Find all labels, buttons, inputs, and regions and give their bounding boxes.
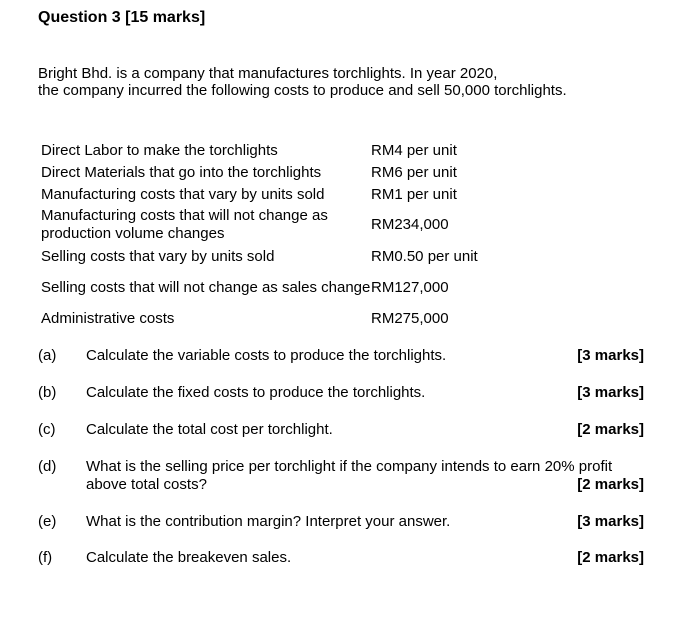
marks-label: [3 marks]: [577, 513, 644, 530]
cost-label: Manufacturing costs that vary by units sold: [41, 185, 325, 203]
sub-question-letter: (a): [38, 347, 57, 364]
marks-label: [3 marks]: [577, 384, 644, 401]
sub-question-a: [38, 347, 648, 384]
sub-question-line: Calculate the fixed costs to produce the torchlights.: [86, 384, 426, 401]
sub-question-letter: (b): [38, 384, 57, 401]
cost-label: Selling costs that vary by units sold: [41, 248, 275, 265]
intro-line: Bright Bhd. is a company that manufactures torchlights. In year 2020,: [38, 65, 498, 82]
sub-question-text: [86, 513, 646, 531]
sub-question-text: [86, 458, 646, 494]
sub-question-text: [86, 347, 646, 365]
sub-question-line: What is the selling price per torchlight if the company intends to earn 20% profit: [86, 458, 613, 475]
marks-label: [2 marks]: [577, 549, 644, 566]
cost-label: Manufacturing costs that will not change as production volume changes: [41, 207, 328, 242]
cost-value: RM234,000: [371, 216, 449, 233]
cost-label: Direct Labor to make the torchlights: [41, 142, 278, 159]
sub-question-f: [38, 549, 648, 585]
sub-question-text: [86, 421, 646, 439]
question-heading: Question 3 [15 marks]: [38, 9, 206, 26]
cost-row: [41, 245, 511, 269]
cost-row: [41, 307, 511, 331]
marks-label: [2 marks]: [577, 476, 644, 493]
sub-question-line: Calculate the variable costs to produce the torchlights.: [86, 347, 447, 364]
sub-question-c: [38, 421, 648, 458]
cost-label: Administrative costs: [41, 310, 175, 327]
sub-question-b: [38, 384, 648, 421]
sub-question-letter: (e): [38, 513, 57, 530]
cost-row: [41, 162, 511, 184]
cost-label: Selling costs that will not change as sales change: [41, 279, 371, 296]
sub-question-letter: (c): [38, 421, 56, 438]
sub-question-letter: (f): [38, 549, 53, 566]
cost-value: RM127,000: [371, 279, 449, 296]
sub-question-letter: (d): [38, 458, 57, 475]
sub-question-d: [38, 458, 648, 513]
sub-questions: [38, 347, 648, 585]
cost-label: Direct Materials that go into the torchlights: [41, 164, 322, 181]
sub-question-line: What is the contribution margin? Interpret your answer.: [86, 513, 451, 530]
cost-table: [41, 140, 511, 331]
sub-question-line: Calculate the total cost per torchlight.: [86, 421, 333, 438]
cost-value: RM0.50 per unit: [371, 248, 478, 265]
marks-label: [3 marks]: [577, 347, 644, 364]
cost-value: RM6 per unit: [371, 164, 457, 181]
cost-value: RM1 per unit: [371, 185, 457, 203]
cost-value: RM275,000: [371, 310, 449, 327]
cost-row: [41, 140, 511, 162]
intro-line: the company incurred the following costs to produce and sell 50,000 torchlights.: [38, 82, 567, 99]
cost-value: RM4 per unit: [371, 142, 457, 159]
sub-question-text: [86, 384, 646, 402]
marks-label: [2 marks]: [577, 421, 644, 438]
sub-question-line: Calculate the breakeven sales.: [86, 549, 292, 566]
intro-paragraph: [38, 65, 567, 99]
cost-row: [41, 269, 511, 307]
cost-row: [41, 205, 511, 245]
cost-row: [41, 184, 511, 205]
sub-question-e: [38, 513, 648, 549]
sub-question-line: above total costs?: [86, 476, 207, 493]
sub-question-text: [86, 549, 646, 567]
